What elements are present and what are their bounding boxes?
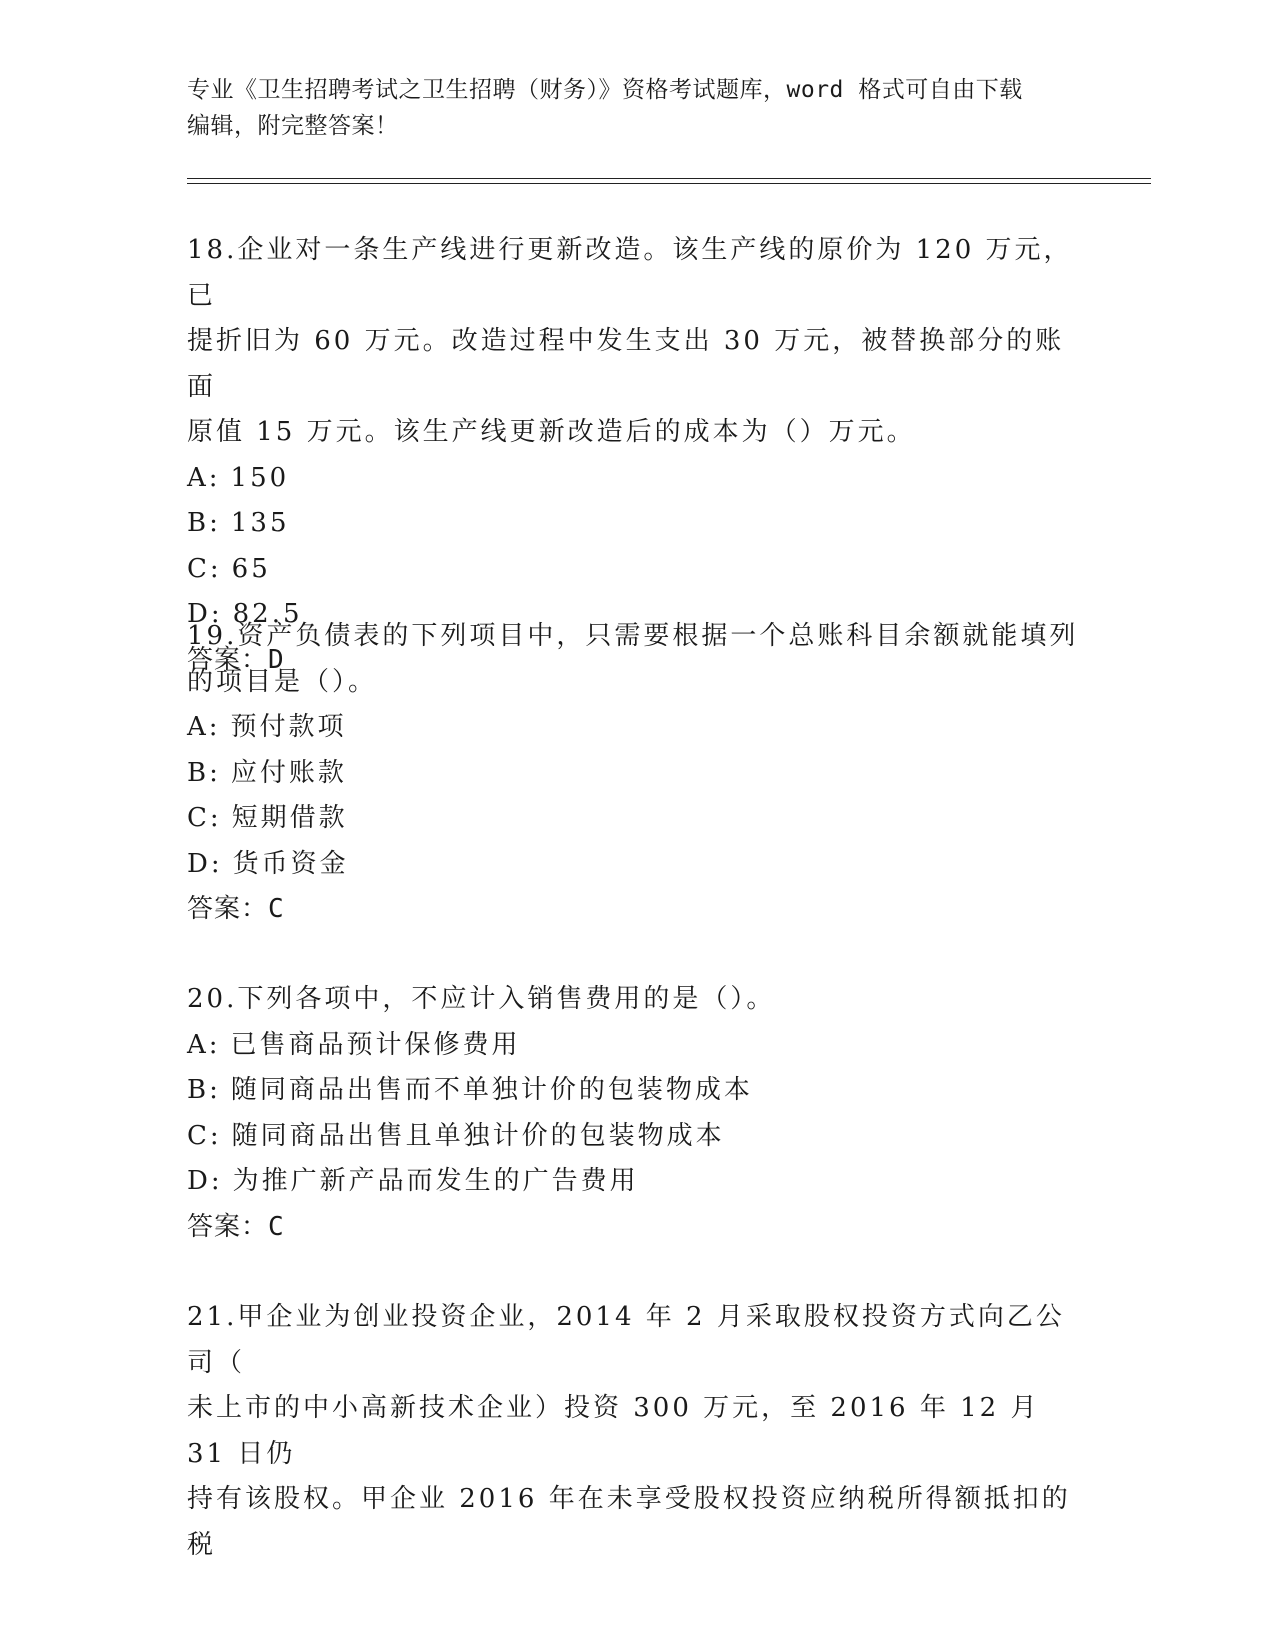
option-key: B:: [187, 1075, 221, 1105]
option-key: C:: [187, 803, 222, 833]
question-stem-line: 原值 15 万元。该生产线更新改造后的成本为（）万元。: [187, 417, 916, 447]
answer-line: [187, 887, 1087, 933]
question-stem-line: 19.资产负债表的下列项目中，只需要根据一个总账科目余额就能填列: [187, 621, 1079, 651]
option-d: [187, 842, 1087, 888]
option-text: 为推广新产品而发生的广告费用: [232, 1166, 639, 1196]
option-key: D:: [187, 848, 223, 879]
answer-value: C: [268, 1211, 285, 1242]
header-line-2: 编辑，附完整答案！: [187, 113, 399, 139]
question-stem-line: 提折旧为 60 万元。改造过程中发生支出 30 万元，被替换部分的账面: [187, 326, 1065, 402]
header-divider-top: [187, 178, 1151, 179]
option-c: [187, 1114, 1087, 1160]
question-stem-line: 20.下列各项中，不应计入销售费用的是（）。: [187, 984, 776, 1014]
answer-value: D: [268, 644, 285, 675]
option-text: 随同商品出售而不单独计价的包装物成本: [230, 1075, 753, 1105]
option-text: 应付账款: [230, 757, 347, 788]
option-d: [187, 1159, 1087, 1205]
option-key: C:: [187, 553, 222, 584]
question-21: [187, 1295, 1087, 1568]
question-stem-line: 21.甲企业为创业投资企业，2014 年 2 月采取股权投资方式向乙公司（: [187, 1302, 1065, 1378]
option-text: 135: [230, 508, 290, 538]
question-20: [187, 977, 1087, 1250]
option-key: B:: [187, 508, 221, 538]
option-text: 82.5: [232, 599, 303, 629]
option-text: 65: [231, 553, 271, 584]
question-stem-line: 18.企业对一条生产线进行更新改造。该生产线的原价为 120 万元，已: [187, 235, 1073, 311]
option-text: 短期借款: [231, 803, 348, 833]
option-text: 已售商品预计保修费用: [230, 1029, 521, 1060]
option-text: 150: [230, 462, 290, 493]
header-line-1: 专业《卫生招聘考试之卫生招聘（财务）》资格考试题库，word 格式可自由下载: [187, 77, 1023, 103]
answer-label: 答案：: [187, 894, 269, 924]
option-key: D:: [187, 1166, 223, 1196]
option-c: [187, 796, 1087, 842]
question-stem-line: 未上市的中小高新技术企业）投资 300 万元，至 2016 年 12 月 31 日仍: [187, 1393, 1040, 1469]
answer-label: 答案：: [187, 1211, 269, 1242]
option-key: A:: [187, 1029, 221, 1060]
question-stem-line: 的项目是（）。: [187, 666, 378, 697]
option-b: [187, 501, 1087, 547]
option-key: B:: [187, 757, 221, 788]
option-key: A:: [187, 462, 221, 493]
option-a: [187, 456, 1087, 502]
option-key: D:: [187, 599, 223, 629]
option-key: C:: [187, 1120, 222, 1151]
option-text: 预付款项: [230, 712, 347, 742]
question-stem-line: 持有该股权。甲企业 2016 年在未享受股权投资应纳税所得额抵扣的税: [187, 1484, 1071, 1560]
answer-line: [187, 1205, 1087, 1251]
option-a: [187, 1023, 1087, 1069]
option-a: [187, 705, 1087, 751]
option-text: 随同商品出售且单独计价的包装物成本: [231, 1120, 725, 1151]
answer-label: 答案：: [187, 644, 269, 675]
question-19: [187, 614, 1087, 933]
option-c: [187, 547, 1087, 593]
document-header: [187, 72, 1087, 144]
option-b: [187, 1068, 1087, 1114]
option-text: 货币资金: [232, 848, 349, 879]
option-key: A:: [187, 712, 221, 742]
option-b: [187, 751, 1087, 797]
answer-value: C: [268, 894, 285, 924]
header-divider-bottom: [187, 183, 1151, 184]
